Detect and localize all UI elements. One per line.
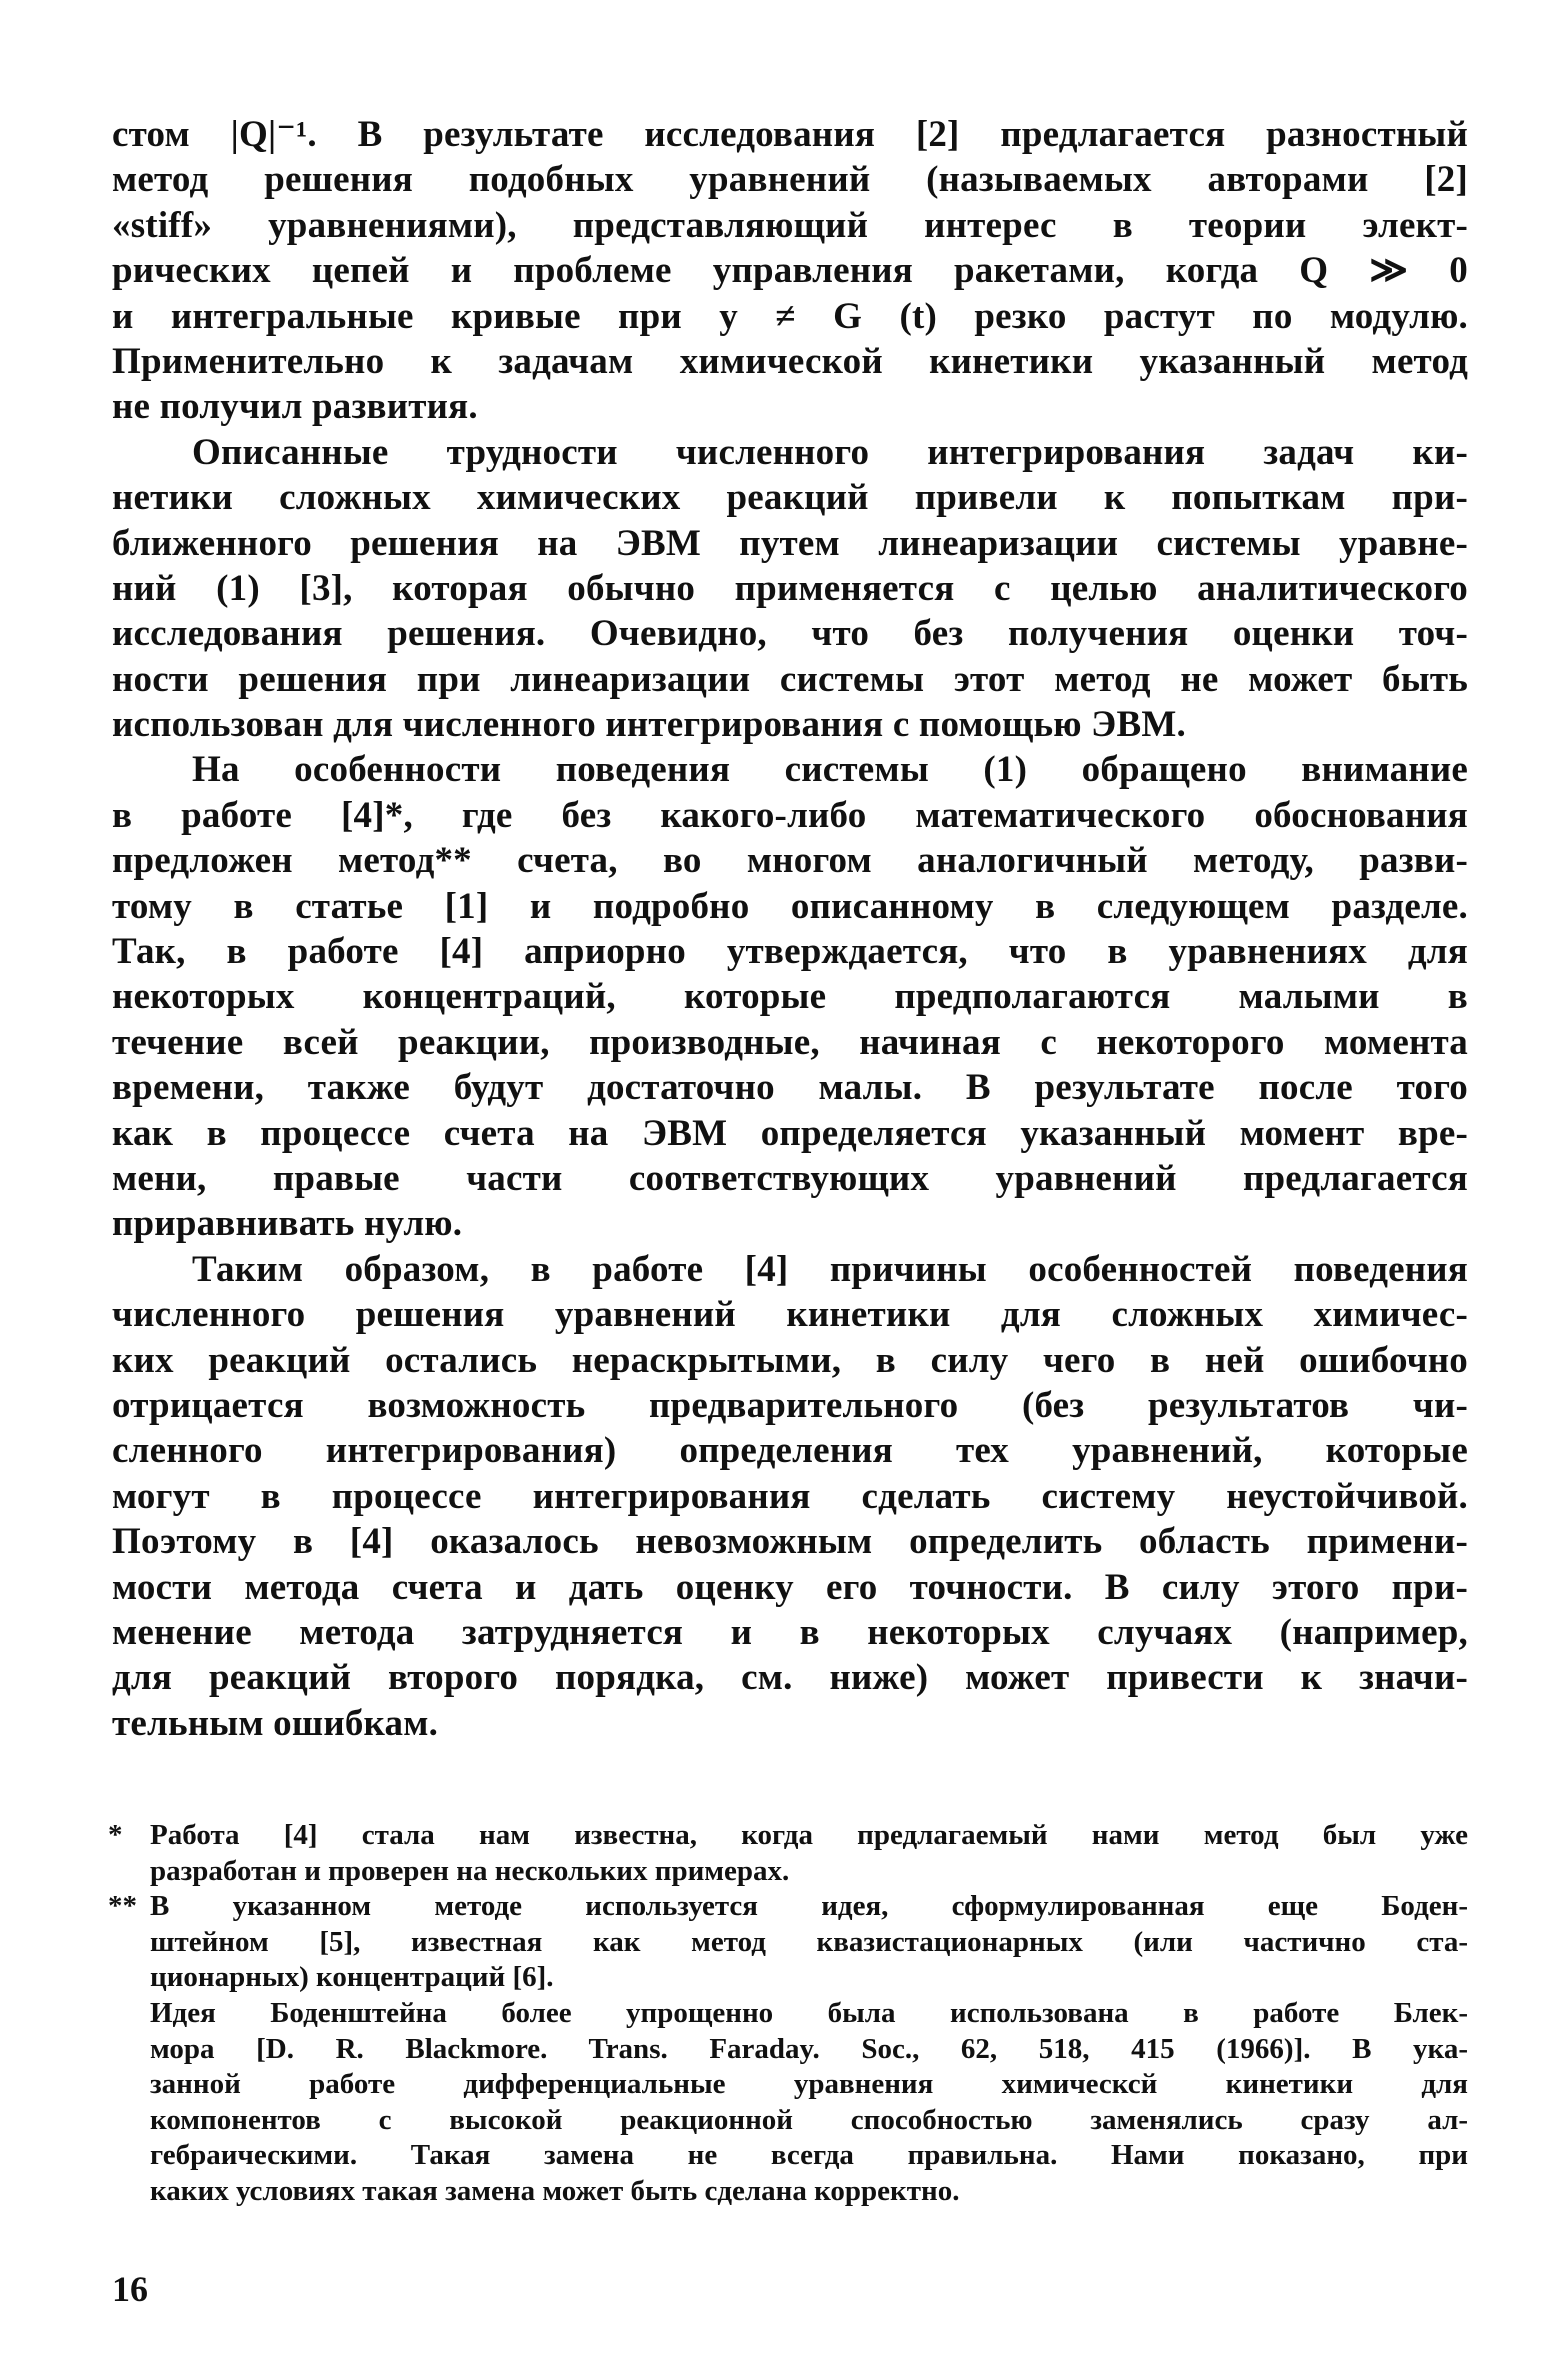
text-line: мости метода счета и дать оценку его точности. В силу этого при-: [112, 1566, 1468, 1608]
text-line: Применительно к задачам химической кинетики указанный метод: [112, 340, 1468, 382]
footnote: [108, 1818, 1468, 1889]
text-line: для реакций второго порядка, см. ниже) может привести к значи-: [112, 1657, 1468, 1699]
text-line: Таким образом, в работе [4] причины особенностей поведения: [192, 1248, 1468, 1290]
text-line: ближенного решения на ЭВМ путем линеаризации системы уравне-: [112, 522, 1468, 564]
text-line: исследования решения. Очевидно, что без получения оценки точ-: [112, 613, 1468, 655]
text-line: приравнивать нулю.: [112, 1203, 463, 1245]
text-line: некоторых концентраций, которые предполагаются малыми в: [112, 976, 1468, 1018]
footnote: [112, 1996, 1468, 2210]
footnote-line: В указанном методе используется идея, сформулированная еще Боден-: [150, 1890, 1468, 1923]
text-line: сленного интегрирования) определения тех уравнений, которые: [112, 1430, 1468, 1472]
text-line: ности решения при линеаризации системы этот метод не может быть: [112, 658, 1468, 700]
text-line: Поэтому в [4] оказалось невозможным определить область примени-: [112, 1521, 1468, 1563]
text-line: ний (1) [3], которая обычно применяется с целью аналитического: [112, 567, 1468, 609]
footnotes: [108, 1818, 1468, 2210]
footnote-mark: *: [108, 1819, 123, 1851]
text-line: На особенности поведения системы (1) обращено внимание: [192, 749, 1468, 791]
footnote-line: Идея Боденштейна более упрощенно была использована в работе Блек-: [150, 1996, 1468, 2029]
text-line: тельным ошибкам.: [112, 1702, 439, 1744]
text-line: мени, правые части соответствующих уравнений предлагается: [112, 1157, 1468, 1199]
text-line: метод решения подобных уравнений (называемых авторами [2]: [112, 159, 1468, 201]
footnote-line: разработан и проверен на нескольких примерах.: [150, 1854, 790, 1887]
text-line: рических цепей и проблеме управления ракетами, когда Q ≫ 0: [112, 250, 1468, 292]
text-line: течение всей реакции, производные, начиная с некоторого момента: [112, 1021, 1468, 1063]
footnote-line: компонентов с высокой реакционной способностью заменялись сразу ал-: [150, 2103, 1468, 2136]
text-line: предложен метод** счета, во многом аналогичный методу, разви-: [112, 840, 1468, 882]
text-line: Описанные трудности численного интегрирования задач ки-: [192, 431, 1468, 473]
text-line: стом |Q|⁻¹. В результате исследования [2] предлагается разностный: [112, 114, 1468, 155]
text-line: в работе [4]*, где без какого-либо математического обоснования: [112, 794, 1468, 836]
footnote-mark: **: [108, 1890, 137, 1923]
page-number: 16: [112, 2269, 148, 2309]
text-line: нетики сложных химических реакций привели к попыткам при-: [112, 477, 1468, 519]
footnote: [108, 1889, 1468, 1996]
text-line: Так, в работе [4] априорно утверждается, что в уравнениях для: [112, 931, 1468, 973]
paragraph: [112, 1247, 1468, 1746]
footnote-line: штейном [5], известная как метод квазистационарных (или частично ста-: [150, 1925, 1468, 1958]
text-line: тому в статье [1] и подробно описанному в следующем разделе.: [112, 885, 1468, 927]
text-line: отрицается возможность предварительного (без результатов чи-: [112, 1384, 1468, 1426]
paragraph: [112, 430, 1468, 748]
body-text: [112, 112, 1468, 1746]
paragraph: [112, 112, 1468, 430]
text-line: как в процессе счета на ЭВМ определяется указанный момент вре-: [112, 1112, 1468, 1154]
footnote-line: каких условиях такая замена может быть сделана корректно.: [150, 2174, 960, 2207]
text-line: не получил развития.: [112, 386, 478, 428]
footnote-line: Работа [4] стала нам известна, когда предлагаемый нами метод был уже: [150, 1819, 1468, 1851]
text-line: «stiff» уравнениями), представляющий интерес в теории элект-: [112, 204, 1468, 246]
text-line: и интегральные кривые при y ≠ G (t) резко растут по модулю.: [112, 295, 1468, 337]
paragraph: [112, 747, 1468, 1246]
footnote-line: гебраическими. Такая замена не всегда правильна. Нами показано, при: [150, 2139, 1468, 2172]
text-line: ких реакций остались нераскрытыми, в силу чего в ней ошибочно: [112, 1339, 1468, 1381]
footnote-line: занной работе дифференциальные уравнения химическсй кинетики для: [150, 2068, 1468, 2101]
footnote-line: ционарных) концентраций [6].: [150, 1961, 554, 1994]
text-line: использован для численного интегрирования с помощью ЭВМ.: [112, 704, 1186, 746]
text-line: менение метода затрудняется и в некоторых случаях (например,: [112, 1611, 1468, 1653]
text-line: могут в процессе интегрирования сделать систему неустойчивой.: [112, 1475, 1468, 1517]
text-line: времени, также будут достаточно малы. В результате после того: [112, 1067, 1468, 1109]
footnote-line: мора [D. R. Blackmore. Trans. Faraday. Soc., 62, 518, 415 (1966)]. В ука-: [150, 2032, 1468, 2065]
text-line: численного решения уравнений кинетики для сложных химичес-: [112, 1294, 1468, 1336]
